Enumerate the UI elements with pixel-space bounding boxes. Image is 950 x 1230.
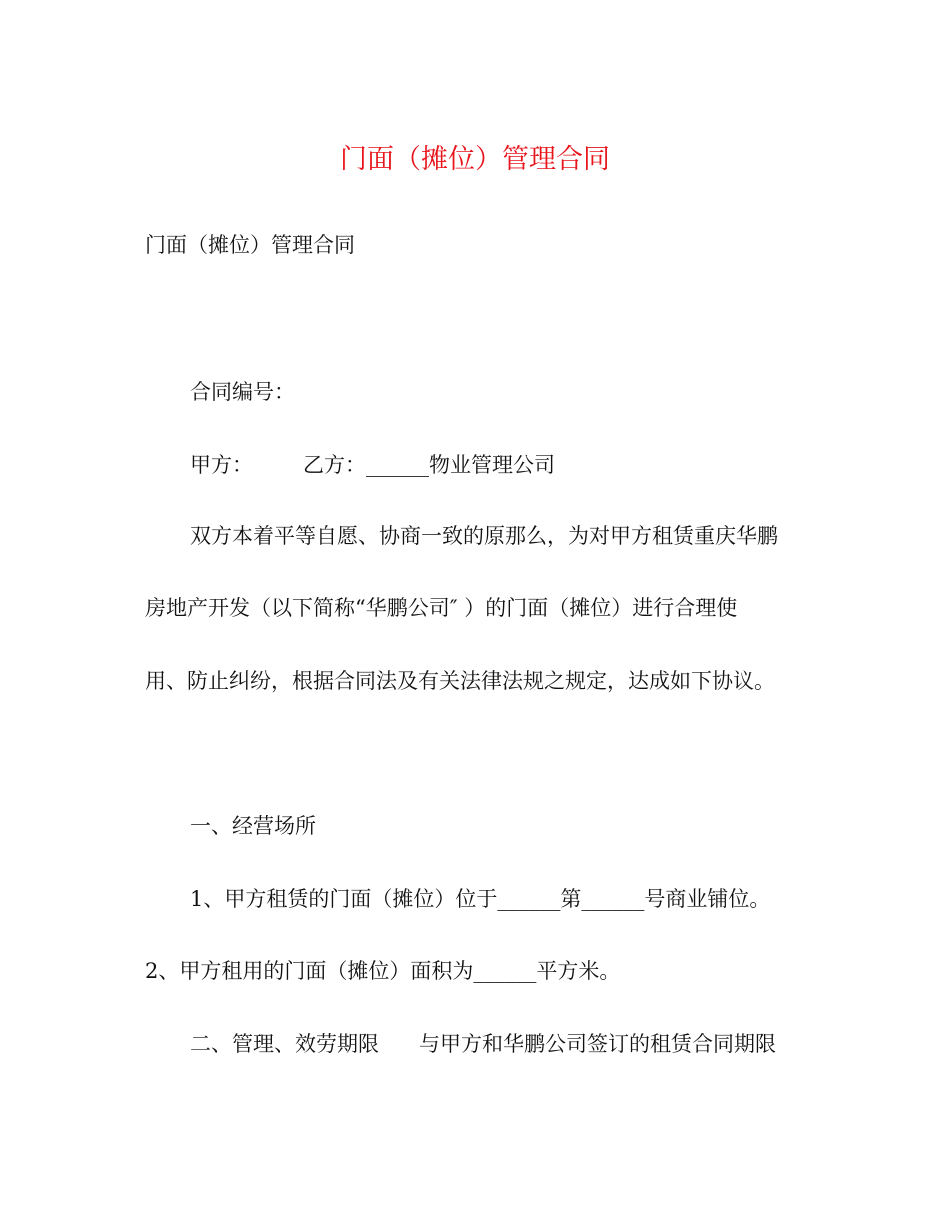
section-1-item-1: 1、甲方租赁的门面（摊位）位于______第______号商业铺位。 xyxy=(190,887,771,911)
section-2-heading: 二、管理、效劳期限 xyxy=(190,1032,379,1056)
section-2-line xyxy=(190,1030,776,1058)
section-2-text: 与甲方和华鹏公司签订的租赁合同期限 xyxy=(419,1032,776,1056)
party-b-text: 乙方：______物业管理公司 xyxy=(303,453,555,477)
parties-line xyxy=(190,451,555,479)
section-1-heading: 一、经营场所 xyxy=(190,814,316,838)
intro-paragraph-line-1: 双方本着平等自愿、协商一致的原那么，为对甲方租赁重庆华鹏 xyxy=(190,524,778,548)
intro-paragraph-line-3: 用、防止纠纷，根据合同法及有关法律法规之规定，达成如下协议。 xyxy=(145,669,775,693)
intro-paragraph-line-2: 房地产开发（以下简称“华鹏公司″ ）的门面（摊位）进行合理使 xyxy=(145,596,738,620)
document-subtitle: 门面（摊位）管理合同 xyxy=(145,233,355,257)
section-1-item-2: 2、甲方租用的门面（摊位）面积为______平方米。 xyxy=(145,959,621,983)
contract-number-label: 合同编号： xyxy=(190,380,295,404)
document-title: 门面（摊位）管理合同 xyxy=(340,144,610,175)
party-a-label: 甲方： xyxy=(190,453,253,477)
